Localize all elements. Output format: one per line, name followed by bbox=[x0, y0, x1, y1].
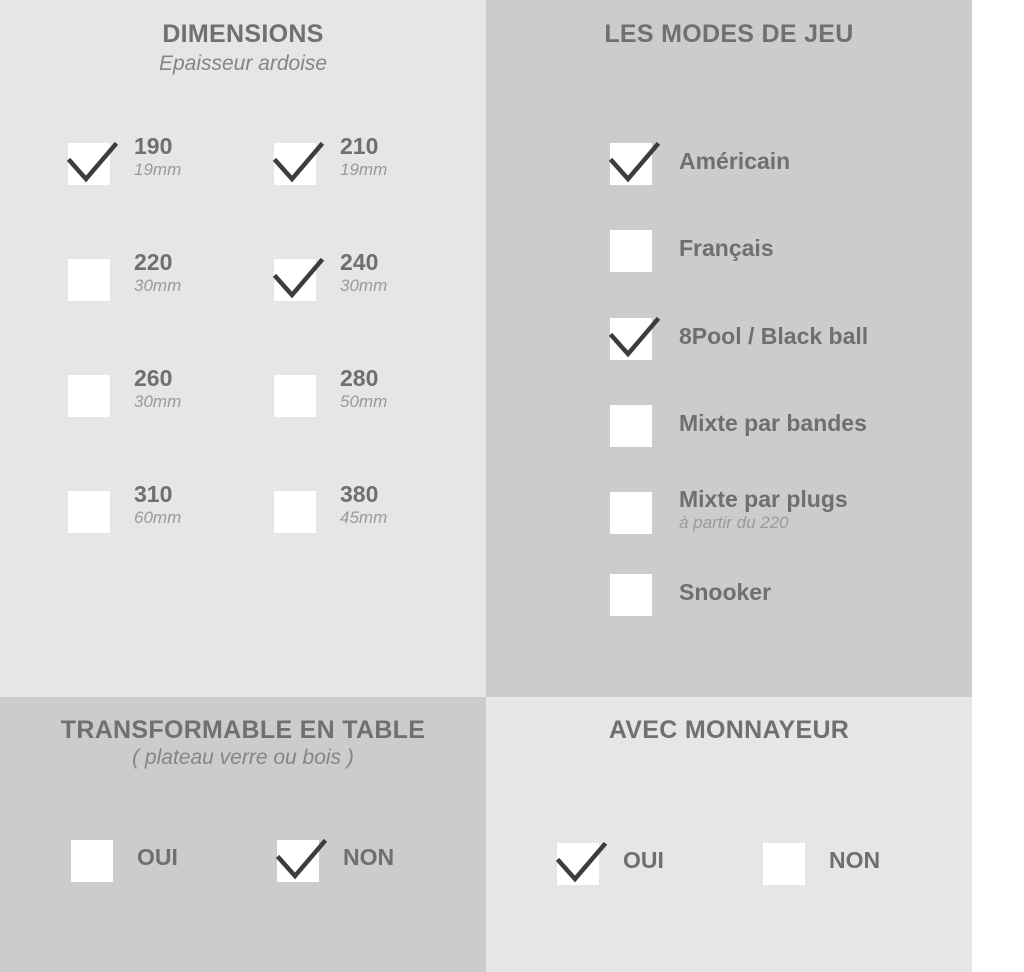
checkbox[interactable] bbox=[610, 574, 652, 616]
checkmark-icon bbox=[272, 137, 324, 185]
checkbox[interactable] bbox=[68, 375, 110, 417]
checkbox[interactable] bbox=[610, 492, 652, 534]
checkbox[interactable] bbox=[71, 840, 113, 882]
dimension-label: 260 bbox=[134, 365, 173, 391]
dimension-label: 380 bbox=[340, 481, 379, 507]
dimension-label: 220 bbox=[134, 249, 173, 275]
checkbox-checked[interactable] bbox=[68, 143, 110, 185]
option-label: NON bbox=[829, 847, 881, 873]
dimension-thickness: 30mm bbox=[134, 392, 182, 411]
dimensions-subtitle: Epaisseur ardoise bbox=[158, 52, 328, 75]
checkbox-checked[interactable] bbox=[274, 143, 316, 185]
dimension-thickness: 50mm bbox=[340, 392, 388, 411]
dimension-label: 280 bbox=[340, 365, 379, 391]
checkmark-icon bbox=[275, 834, 327, 882]
mode-label: 8Pool / Black ball bbox=[679, 323, 869, 349]
dimension-thickness: 19mm bbox=[134, 160, 182, 179]
checkmark-icon bbox=[608, 312, 660, 360]
dimension-thickness: 30mm bbox=[340, 276, 388, 295]
mode-label: Mixte par bandes bbox=[679, 410, 867, 436]
checkbox[interactable] bbox=[610, 230, 652, 272]
checkbox-checked[interactable] bbox=[557, 843, 599, 885]
option-label: NON bbox=[343, 844, 395, 870]
checkbox[interactable] bbox=[274, 491, 316, 533]
mode-label: Français bbox=[679, 235, 774, 261]
mode-label: Mixte par plugs bbox=[679, 486, 848, 512]
dimension-thickness: 45mm bbox=[340, 508, 388, 527]
checkbox[interactable] bbox=[610, 405, 652, 447]
mode-label: Snooker bbox=[679, 579, 772, 605]
checkbox[interactable] bbox=[274, 375, 316, 417]
dimension-label: 310 bbox=[134, 481, 173, 507]
dimension-label: 240 bbox=[340, 249, 379, 275]
dimension-thickness: 19mm bbox=[340, 160, 388, 179]
transformable-title: TRANSFORMABLE EN TABLE bbox=[60, 716, 426, 744]
checkbox-checked[interactable] bbox=[274, 259, 316, 301]
checkbox-checked[interactable] bbox=[610, 318, 652, 360]
dimension-label: 190 bbox=[134, 133, 173, 159]
game-modes-panel bbox=[486, 0, 972, 697]
game-modes-title: LES MODES DE JEU bbox=[604, 20, 854, 48]
checkmark-icon bbox=[66, 137, 118, 185]
dimensions-title: DIMENSIONS bbox=[162, 20, 324, 48]
transformable-subtitle: ( plateau verre ou bois ) bbox=[132, 746, 354, 769]
dimensions-panel bbox=[0, 0, 486, 697]
option-label: OUI bbox=[623, 847, 664, 873]
checkbox[interactable] bbox=[763, 843, 805, 885]
coin-mechanism-title: AVEC MONNAYEUR bbox=[608, 716, 850, 744]
mode-label: Américain bbox=[679, 148, 791, 174]
mode-note: à partir du 220 bbox=[679, 513, 789, 532]
checkmark-icon bbox=[272, 253, 324, 301]
checkbox[interactable] bbox=[68, 491, 110, 533]
checkbox-checked[interactable] bbox=[610, 143, 652, 185]
checkmark-icon bbox=[608, 137, 660, 185]
option-label: OUI bbox=[137, 844, 178, 870]
dimension-thickness: 30mm bbox=[134, 276, 182, 295]
dimension-thickness: 60mm bbox=[134, 508, 182, 527]
checkmark-icon bbox=[555, 837, 607, 885]
coin-mechanism-panel bbox=[486, 697, 972, 972]
transformable-panel bbox=[0, 697, 486, 972]
checkbox-checked[interactable] bbox=[277, 840, 319, 882]
dimension-label: 210 bbox=[340, 133, 379, 159]
checkbox[interactable] bbox=[68, 259, 110, 301]
